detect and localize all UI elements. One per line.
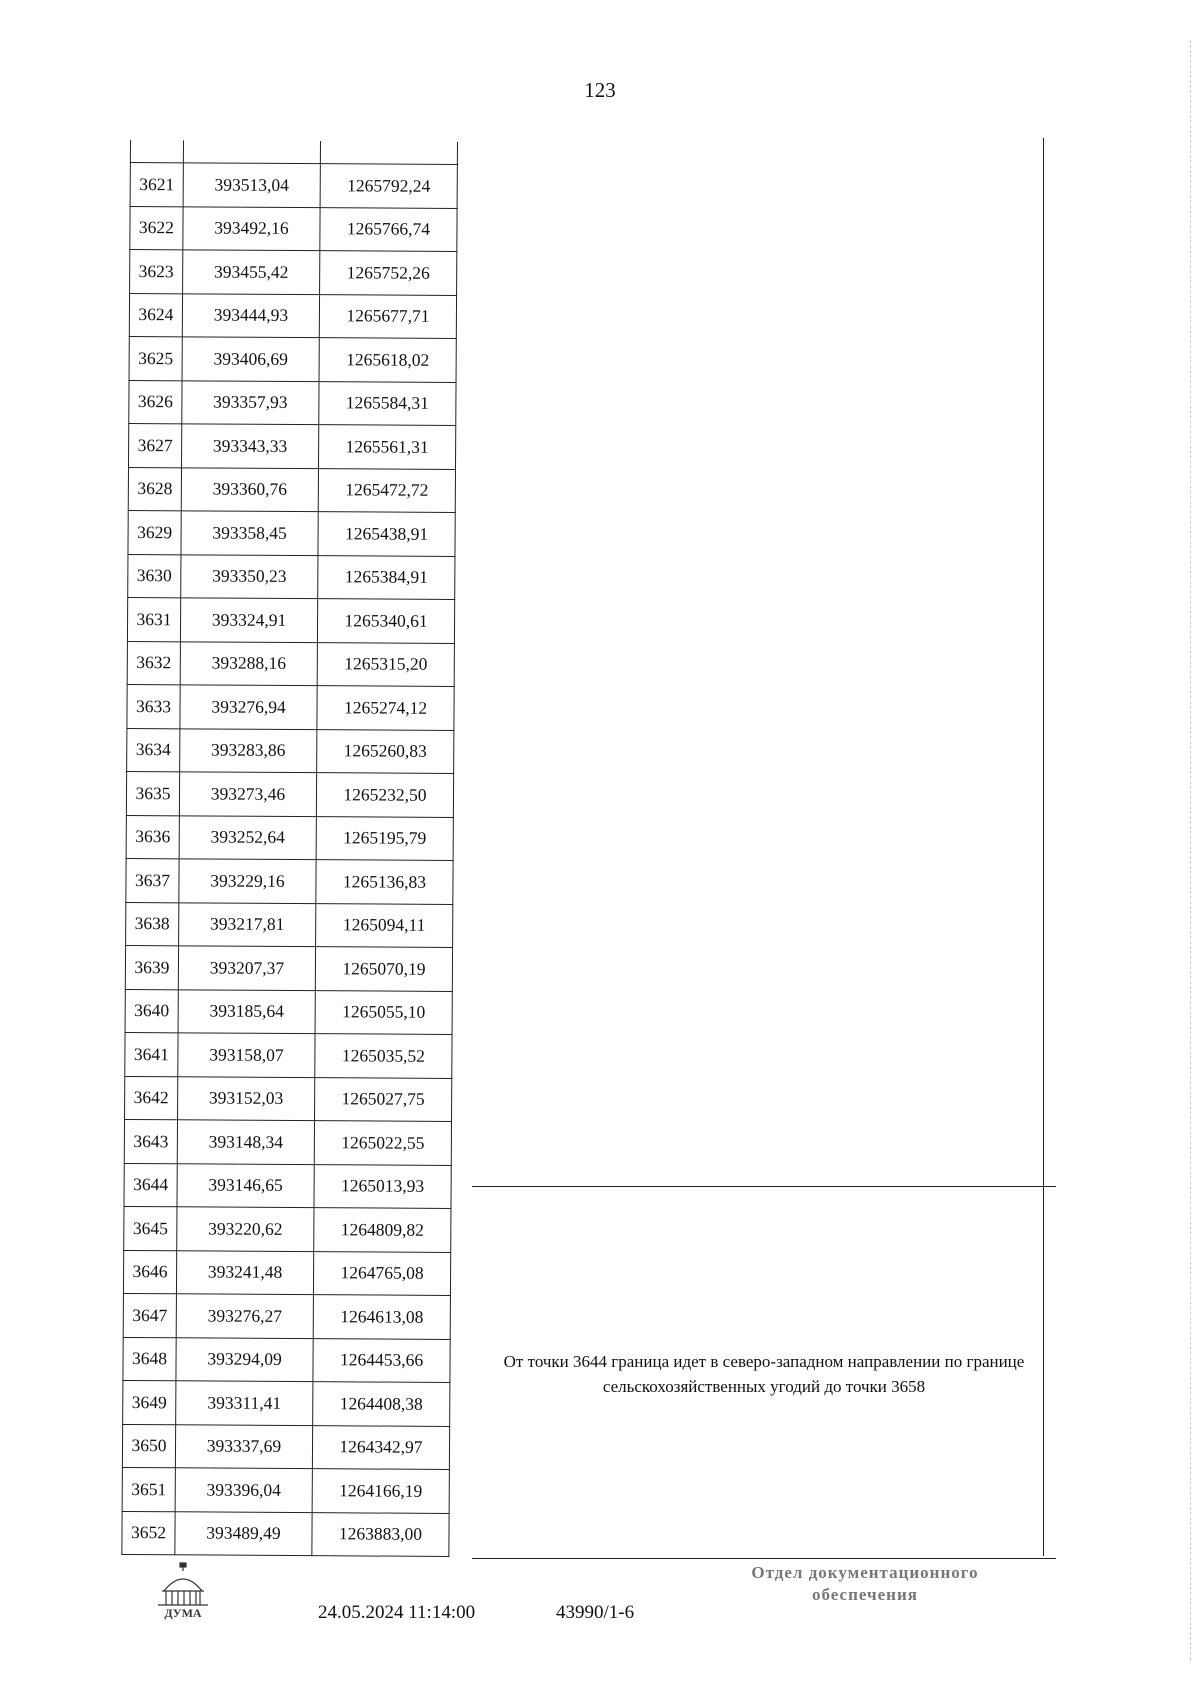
point-number-cell: 3632 (127, 641, 180, 685)
point-number-cell: 3625 (129, 336, 182, 380)
y-coordinate-cell: 1265136,83 (316, 860, 453, 904)
y-coordinate-cell: 1265384,91 (318, 555, 455, 599)
stamp-line-1: Отдел документационного (751, 1563, 979, 1582)
x-coordinate-cell: 393396,04 (175, 1468, 312, 1512)
x-coordinate-cell: 393207,37 (178, 946, 315, 990)
table-row (125, 1032, 452, 1077)
point-number-cell: 3647 (123, 1293, 176, 1337)
table-row (130, 250, 457, 295)
table-row (128, 510, 455, 555)
point-number-cell: 3651 (122, 1467, 175, 1511)
y-coordinate-cell: 1264453,66 (313, 1338, 450, 1382)
y-coordinate-cell: 1265195,79 (316, 816, 453, 860)
point-number-cell: 3629 (128, 510, 181, 554)
svg-text:ДУМА: ДУМА (164, 1606, 202, 1620)
y-coordinate-cell: 1265472,72 (318, 468, 455, 512)
table-row (124, 1119, 451, 1164)
y-coordinate-cell: 1265766,74 (320, 207, 457, 251)
x-coordinate-cell: 393489,49 (175, 1511, 312, 1555)
y-coordinate-cell: 1265070,19 (315, 947, 452, 991)
y-coordinate-cell: 1265260,83 (317, 729, 454, 773)
y-coordinate-cell: 1265561,31 (318, 425, 455, 469)
y-coordinate-cell: 1265035,52 (315, 1034, 452, 1078)
department-stamp (700, 1562, 1030, 1606)
y-coordinate-cell: 1265013,93 (314, 1164, 451, 1208)
x-coordinate-cell: 393360,76 (181, 467, 318, 511)
x-coordinate-cell: 393294,09 (176, 1337, 313, 1381)
coordinates-table (121, 140, 458, 1557)
table-header-stub-row (130, 140, 457, 164)
document-number: 43990/1-6 (556, 1602, 635, 1623)
y-coordinate-cell: 1264613,08 (313, 1295, 450, 1339)
point-number-cell: 3621 (130, 163, 183, 207)
y-coordinate-cell: 1264166,19 (312, 1469, 449, 1513)
x-coordinate-cell: 393337,69 (175, 1424, 312, 1468)
registration-datetime: 24.05.2024 11:14:00 (318, 1602, 476, 1623)
x-coordinate-cell: 393444,93 (182, 293, 319, 337)
header-stub-cell (320, 141, 457, 164)
y-coordinate-cell: 1265022,55 (314, 1121, 451, 1165)
point-number-cell: 3643 (124, 1119, 177, 1163)
y-coordinate-cell: 1265618,02 (319, 338, 456, 382)
point-number-cell: 3648 (123, 1337, 176, 1381)
point-number-cell: 3623 (130, 250, 183, 294)
y-coordinate-cell: 1265274,12 (317, 686, 454, 730)
y-coordinate-cell: 1265677,71 (319, 294, 456, 338)
x-coordinate-cell: 393185,64 (178, 989, 315, 1033)
table-row (127, 728, 454, 773)
table-row (126, 815, 453, 860)
x-coordinate-cell: 393241,48 (176, 1250, 313, 1294)
point-number-cell: 3638 (126, 902, 179, 946)
table-row (125, 1076, 452, 1121)
x-coordinate-cell: 393146,65 (177, 1163, 314, 1207)
table-row (123, 1250, 450, 1295)
table-row (127, 641, 454, 686)
x-coordinate-cell: 393324,91 (180, 598, 317, 642)
x-coordinate-cell: 393513,04 (183, 163, 320, 207)
table-row (127, 597, 454, 642)
table-row (129, 293, 456, 338)
table-row (126, 771, 453, 816)
table-row (123, 1293, 450, 1338)
point-number-cell: 3640 (125, 989, 178, 1033)
point-number-cell: 3633 (127, 684, 180, 728)
y-coordinate-cell: 1264408,38 (313, 1382, 450, 1426)
table-row (124, 1206, 451, 1251)
y-coordinate-cell: 1263883,00 (312, 1512, 449, 1556)
header-stub-cell (183, 140, 320, 163)
page-number: 123 (584, 78, 616, 102)
point-number-cell: 3644 (124, 1163, 177, 1207)
x-coordinate-cell: 393455,42 (183, 250, 320, 294)
scan-edge-mark (1190, 40, 1191, 1660)
table-row (127, 684, 454, 729)
point-number-cell: 3634 (127, 728, 180, 772)
x-coordinate-cell: 393343,33 (182, 424, 319, 468)
y-coordinate-cell: 1265315,20 (317, 642, 454, 686)
y-coordinate-cell: 1265340,61 (317, 599, 454, 643)
y-coordinate-cell: 1265232,50 (316, 773, 453, 817)
x-coordinate-cell: 393311,41 (176, 1381, 313, 1425)
y-coordinate-cell: 1264342,97 (312, 1425, 449, 1469)
table-row (124, 1163, 451, 1208)
table-row (126, 902, 453, 947)
point-number-cell: 3635 (126, 771, 179, 815)
y-coordinate-cell: 1265438,91 (318, 512, 455, 556)
x-coordinate-cell: 393252,64 (179, 815, 316, 859)
table-row (130, 163, 457, 208)
point-number-cell: 3627 (129, 423, 182, 467)
x-coordinate-cell: 393288,16 (180, 641, 317, 685)
stamp-line-2: обеспечения (812, 1585, 918, 1604)
x-coordinate-cell: 393492,16 (183, 206, 320, 250)
x-coordinate-cell: 393229,16 (179, 859, 316, 903)
y-coordinate-cell: 1264765,08 (313, 1251, 450, 1295)
table-row (128, 467, 455, 512)
duma-logo-icon (150, 1561, 216, 1621)
table-row (125, 989, 452, 1034)
table-row (129, 423, 456, 468)
point-number-cell: 3649 (123, 1380, 176, 1424)
y-coordinate-cell: 1265055,10 (315, 990, 452, 1034)
table-row (129, 380, 456, 425)
x-coordinate-cell: 393152,03 (178, 1076, 315, 1120)
table-row (122, 1467, 449, 1512)
description-column-right-border (1043, 138, 1044, 1556)
table-row (129, 336, 456, 381)
x-coordinate-cell: 393276,27 (176, 1294, 313, 1338)
boundary-description: От точки 3644 граница идет в северо-западном направлении по границе сельскохозяйственных угодий до точки 3658 (503, 1352, 1025, 1396)
point-number-cell: 3652 (122, 1511, 175, 1555)
x-coordinate-cell: 393350,23 (181, 554, 318, 598)
x-coordinate-cell: 393276,94 (180, 685, 317, 729)
point-number-cell: 3637 (126, 858, 179, 902)
point-number-cell: 3645 (124, 1206, 177, 1250)
point-number-cell: 3636 (126, 815, 179, 859)
table-row (128, 554, 455, 599)
table-row (123, 1337, 450, 1382)
x-coordinate-cell: 393283,86 (180, 728, 317, 772)
x-coordinate-cell: 393220,62 (177, 1207, 314, 1251)
x-coordinate-cell: 393357,93 (182, 380, 319, 424)
table-row (122, 1424, 449, 1469)
table-row (125, 945, 452, 990)
point-number-cell: 3626 (129, 380, 182, 424)
table-row (126, 858, 453, 903)
point-number-cell: 3641 (125, 1032, 178, 1076)
y-coordinate-cell: 1265752,26 (320, 251, 457, 295)
y-coordinate-cell: 1265027,75 (315, 1077, 452, 1121)
point-number-cell: 3630 (128, 554, 181, 598)
table-row (130, 206, 457, 251)
point-number-cell: 3628 (128, 467, 181, 511)
y-coordinate-cell: 1265584,31 (319, 381, 456, 425)
header-stub-cell (130, 140, 183, 163)
point-number-cell: 3639 (125, 945, 178, 989)
point-number-cell: 3646 (123, 1250, 176, 1294)
table-row (122, 1511, 449, 1556)
description-bottom-border (472, 1558, 1056, 1559)
point-number-cell: 3624 (129, 293, 182, 337)
y-coordinate-cell: 1265792,24 (320, 164, 457, 208)
x-coordinate-cell: 393148,34 (177, 1120, 314, 1164)
x-coordinate-cell: 393358,45 (181, 511, 318, 555)
point-number-cell: 3622 (130, 206, 183, 250)
x-coordinate-cell: 393217,81 (179, 902, 316, 946)
x-coordinate-cell: 393273,46 (179, 772, 316, 816)
table-row (123, 1380, 450, 1425)
point-number-cell: 3642 (125, 1076, 178, 1120)
y-coordinate-cell: 1265094,11 (316, 903, 453, 947)
x-coordinate-cell: 393158,07 (178, 1033, 315, 1077)
description-divider (472, 1186, 1056, 1187)
x-coordinate-cell: 393406,69 (182, 337, 319, 381)
point-number-cell: 3650 (122, 1424, 175, 1468)
y-coordinate-cell: 1264809,82 (314, 1208, 451, 1252)
point-number-cell: 3631 (127, 597, 180, 641)
